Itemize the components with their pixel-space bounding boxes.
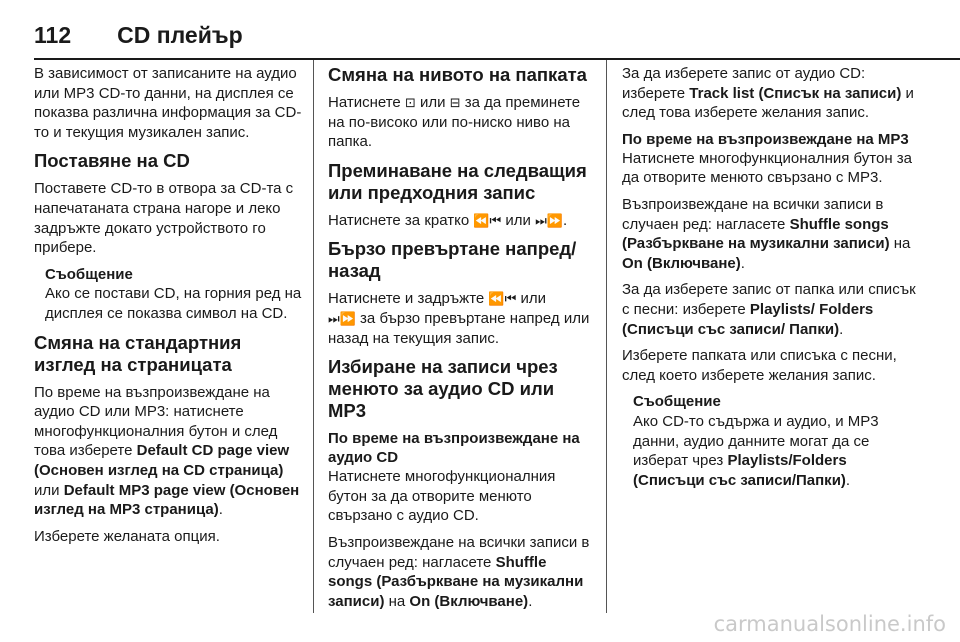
text-span: За да изберете запис от папка или списък с песни: изберете [622, 281, 916, 318]
folder-down-icon: ⊟ [449, 95, 461, 110]
column-divider-2 [606, 60, 607, 613]
option-on: On (Включване) [409, 592, 529, 610]
text-span: Натиснете [328, 94, 405, 111]
text-span: за бързо превъртане напред или назад на текущия запис. [328, 309, 590, 347]
column-divider-1 [313, 60, 314, 613]
text-span: или [501, 211, 536, 229]
text-span: . [563, 211, 568, 229]
page-number: 112 [34, 22, 72, 48]
text-span: Натиснете и задръжте [328, 290, 489, 308]
heading-fast-seek: Бързо превъртане напред/назад [328, 238, 577, 282]
next-prev-text [328, 211, 594, 231]
option-playlists-folders: Playlists/Folders (Списъци със записи/Папки) [633, 452, 847, 489]
note-box [633, 392, 918, 490]
mp3-menu-text: Натиснете многофункционалния бутон за да отворите менюто свързано с MP3. [622, 149, 912, 187]
text-span: . [845, 471, 851, 489]
text-span: По време на възпроизвеждане на аудио CD или MP3: натиснете многофункционалния бутон и след това изберете [34, 383, 278, 460]
text-span: или [34, 481, 64, 499]
subheading-audio-cd: По време на възпроизвеждане на аудио CD [328, 430, 580, 467]
option-default-mp3: Default MP3 page view (Основен изглед на MP3 страница) [34, 481, 300, 519]
note-box [45, 265, 304, 324]
intro-paragraph: В зависимост от записаните на аудио или MP3 CD-то данни, на дисплея се показва различна информация за CD-то и текущия музикален запис. [34, 65, 302, 141]
playlists-text [622, 280, 918, 339]
option-track-list: Track list (Списък на записи) [689, 84, 902, 102]
shuffle-mp3-text [622, 195, 918, 273]
heading-next-prev: Преминаване на следващия или предходния запис [328, 159, 587, 203]
option-default-cd: Default CD page view (Основен изглед на CD страница) [34, 442, 290, 479]
next-track-icon: ⏭⏩ [535, 212, 563, 228]
text-span: на [889, 235, 911, 253]
page-header [34, 22, 243, 52]
option-shuffle: Shuffle songs (Разбъркване на музикални записи) [622, 215, 890, 253]
note-title: Съобщение [633, 393, 721, 411]
column-3 [622, 64, 918, 497]
select-option-text: Изберете желаната опция. [34, 527, 220, 545]
column-1 [34, 64, 304, 553]
text-span: . [528, 592, 533, 610]
text-span: или [415, 94, 450, 111]
heading-folder-level: Смяна на нивото на папката [328, 64, 587, 85]
text-span: . [839, 320, 844, 338]
audio-menu-text: Натиснете многофункционалния бутон за да отворите менюто свързано с аудио CD. [328, 468, 556, 525]
heading-insert-cd: Поставяне на CD [34, 150, 190, 172]
page-title: CD плейър [117, 22, 243, 48]
text-span: . [218, 501, 223, 519]
rewind-icon: ⏪⏮ [488, 291, 517, 307]
subheading-mp3: По време на възпроизвеждане на MP3 [622, 130, 909, 148]
select-folder-text: Изберете папката или списъка с песни, след което изберете желания запис. [622, 347, 897, 384]
insert-cd-text: Поставете CD-то в отвора за CD-та с напечатаната страна нагоре и леко задръжте докато устройството го прибере. [34, 180, 294, 257]
text-span: Възпроизвеждане на всички записи в случаен ред: нагласете [622, 195, 884, 233]
previous-track-icon: ⏪⏮ [473, 212, 502, 228]
fast-forward-icon: ⏭⏩ [328, 310, 356, 326]
column-2 [328, 64, 594, 618]
text-span: за да преминете на по-високо или по-ниско ниво на папка. [328, 94, 581, 151]
shuffle-text [328, 533, 594, 611]
text-span: Възпроизвеждане на всички записи в случаен ред: нагласете [328, 533, 590, 571]
fast-seek-text [328, 289, 594, 348]
option-shuffle: Shuffle songs (Разбъркване на музикални записи) [328, 553, 584, 610]
option-on: On (Включване) [622, 254, 741, 272]
text-span: на [384, 592, 410, 610]
text-span: . [740, 254, 745, 272]
text-span: и след това изберете желания запис. [622, 84, 914, 122]
track-list-text [622, 64, 918, 123]
text-span: За да изберете запис от аудио CD: изберете [622, 65, 866, 102]
change-view-text [34, 383, 304, 520]
note-text: Ако CD-то съдържа и аудио, и MP3 данни, аудио данните могат да се изберат чрез [633, 412, 879, 470]
folder-up-icon: ⊡ [404, 95, 416, 110]
heading-change-view: Смяна на стандартния изглед на страницата [34, 331, 242, 375]
header-rule [34, 58, 960, 60]
note-text: Ако се постави CD, на горния ред на дисплея се показва символ на CD. [45, 285, 302, 322]
text-span: Натиснете за кратко [328, 211, 474, 229]
watermark: carmanualsonline.info [713, 612, 946, 636]
option-playlists-folders: Playlists/ Folders (Списъци със записи/ Папки) [622, 300, 874, 338]
folder-level-text [328, 93, 594, 152]
heading-menu-select: Избиране на записи чрез менюто за аудио CD или MP3 [328, 356, 558, 422]
text-span: или [516, 290, 546, 308]
note-title: Съобщение [45, 265, 133, 283]
